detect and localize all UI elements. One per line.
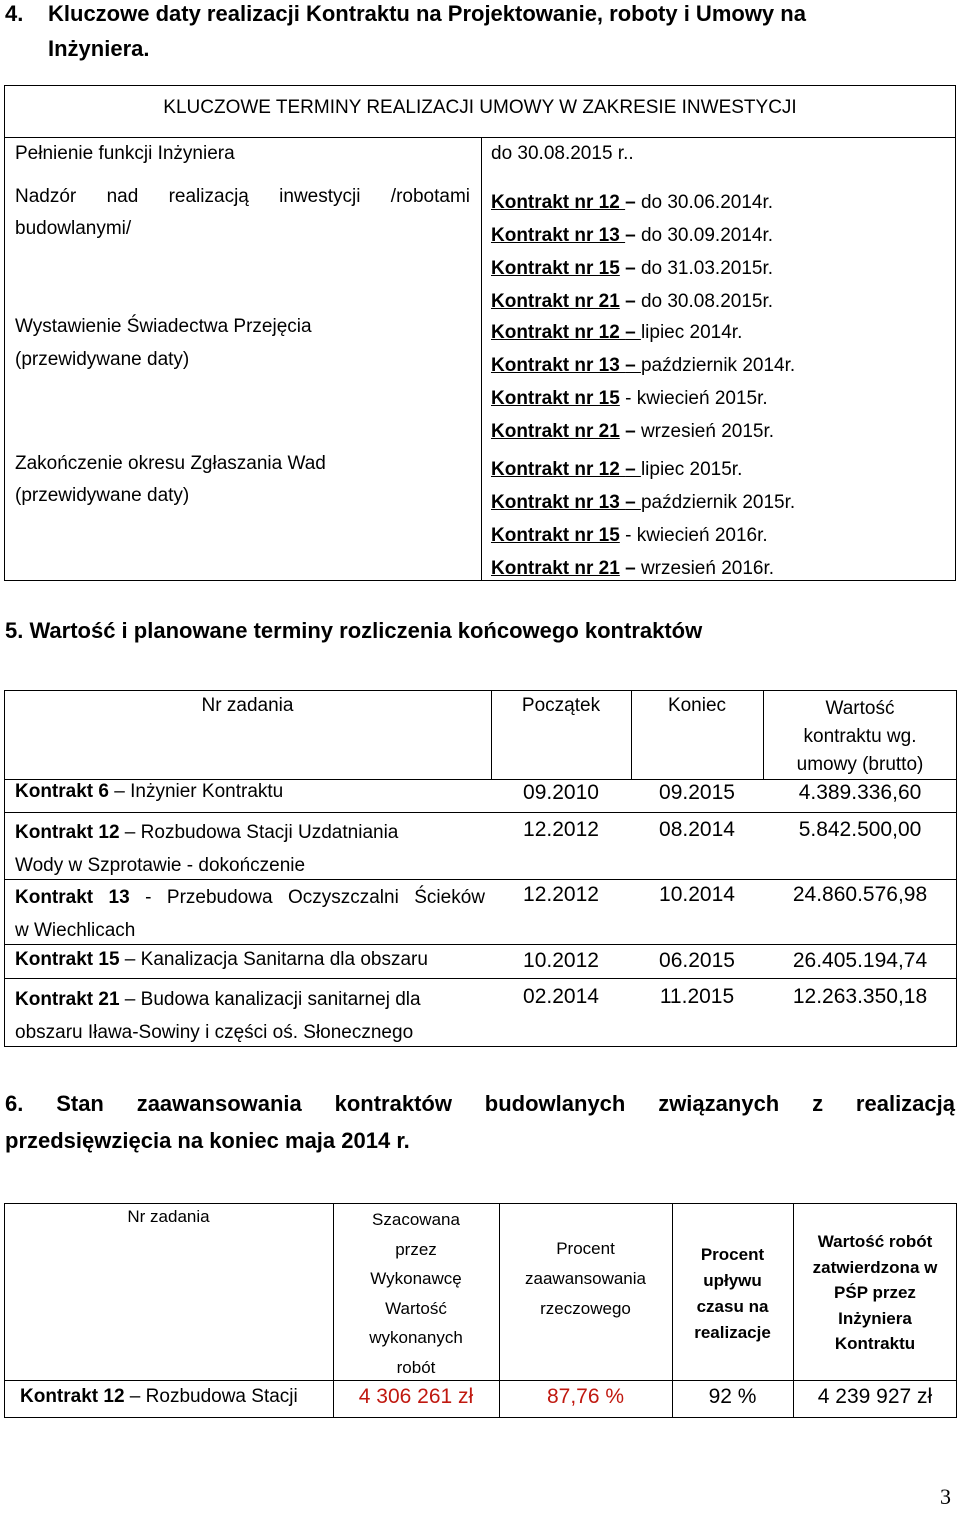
header-value-line: Wartość (825, 698, 895, 719)
row-supervision-label-1: Nadzór nad realizacją inwestycji /robotami (15, 186, 470, 207)
list-item: Kontrakt nr 13 – październik 2015r. (491, 492, 796, 513)
table-row: Kontrakt 21 – Budowa kanalizacji sanitarnej dla obszaru Iława-Sowiny i części oś. Słonecznego (15, 983, 421, 1049)
table-row: Kontrakt 15 – Kanalizacja Sanitarna dla obszaru (15, 949, 428, 970)
row-start: 12.2012 (523, 883, 599, 906)
row-start: 02.2014 (523, 985, 599, 1008)
list-item: Kontrakt nr 12 – lipiec 2015r. (491, 459, 743, 480)
header-line: Wartość robót (817, 1232, 933, 1251)
list-item: Kontrakt nr 21 – wrzesień 2016r. (491, 558, 775, 579)
header-estimated-value (333, 1205, 499, 1382)
header-nr-zadania: Nr zadania (127, 1207, 210, 1226)
header-line: robót (396, 1357, 436, 1377)
row-start: 09.2010 (523, 781, 599, 804)
list-item: Kontrakt nr 13 – do 30.09.2014r. (491, 225, 774, 246)
section6-title-line1: 6. Stan zaawansowania kontraktów budowlanych związanych z realizacją (5, 1091, 955, 1116)
row-value: 12.263.350,18 (792, 985, 928, 1008)
row-acceptance-label-1: Wystawienie Świadectwa Przejęcia (15, 316, 312, 337)
list-item: Kontrakt nr 13 – październik 2014r. (491, 355, 796, 376)
estimated-value-cell: 4 306 261 zł (358, 1385, 474, 1408)
header-line: Wykonawcę (370, 1269, 462, 1288)
row-start: 10.2012 (523, 949, 599, 972)
header-line: wykonanych (369, 1328, 463, 1347)
section4-title-line1: Kluczowe daty realizacji Kontraktu na Projektowanie, roboty i Umowy na (48, 1, 806, 26)
key-dates-header: KLUCZOWE TERMINY REALIZACJI UMOWY W ZAKRESIE INWESTYCJI (163, 97, 797, 118)
list-item: Kontrakt nr 21 – wrzesień 2015r. (491, 421, 775, 442)
row-acceptance-values (491, 316, 795, 448)
list-item: Kontrakt nr 12 – do 30.06.2014r. (491, 192, 774, 213)
header-progress-percent (499, 1234, 672, 1324)
row-value: 24.860.576,98 (792, 883, 928, 906)
row-supervision-values (491, 186, 773, 318)
header-start: Początek (521, 695, 601, 716)
page-number: 3 (940, 1484, 951, 1509)
header-line: Szacowana (372, 1210, 460, 1229)
approved-value-cell: 4 239 927 zł (817, 1385, 933, 1408)
table-row: Kontrakt 12 – Rozbudowa Stacji Uzdatniania Wody w Szprotawie - dokończenie (15, 816, 398, 882)
list-item: Kontrakt nr 15 - kwiecień 2015r. (491, 388, 768, 409)
section5-title: 5. Wartość i planowane terminy rozliczenia końcowego kontraktów (5, 618, 703, 643)
row-end: 09.2015 (659, 781, 735, 804)
row-value: 4.389.336,60 (798, 781, 922, 804)
section4-number: 4. (5, 1, 24, 26)
row-acceptance-label-2: (przewidywane daty) (15, 349, 190, 370)
header-line: PŚP przez (834, 1283, 916, 1302)
header-value-line: umowy (brutto) (796, 754, 924, 775)
header-nr-zadania: Nr zadania (201, 695, 294, 716)
row-end: 11.2015 (659, 985, 735, 1008)
header-line: Kontraktu (834, 1334, 916, 1353)
row-supervision-label-2: budowlanymi/ (15, 218, 132, 239)
progress-percent-cell: 87,76 % (546, 1385, 625, 1408)
row-start: 12.2012 (523, 818, 599, 841)
header-approved-value (793, 1229, 957, 1357)
section4-title-line2: Inżyniera. (48, 36, 150, 61)
row-end: 10.2014 (659, 883, 735, 906)
table-row: Kontrakt 13 - Przebudowa Oczyszczalni Ścieków w Wiechlicach (15, 881, 485, 947)
row-engineer-value: do 30.08.2015 r.. (491, 143, 634, 164)
row-line2: Wody w Szprotawie - dokończenie (15, 855, 306, 876)
header-line: realizacje (694, 1323, 771, 1342)
table-row: Kontrakt 12 – Rozbudowa Stacji (20, 1386, 298, 1407)
row-end: 08.2014 (659, 818, 735, 841)
header-line: Procent (556, 1239, 615, 1258)
header-line: Wartość (385, 1298, 447, 1318)
section6-title-line2: przedsięwzięcia na koniec maja 2014 r. (5, 1128, 410, 1153)
header-line: zatwierdzona w (812, 1257, 938, 1277)
list-item: Kontrakt nr 12 – lipiec 2014r. (491, 322, 743, 343)
row-value: 5.842.500,00 (798, 818, 922, 841)
row-line2: obszaru Iława-Sowiny i części oś. Słonecznego (15, 1022, 414, 1043)
row-defects-label-2: (przewidywane daty) (15, 485, 190, 506)
table-row: Kontrakt 6 – Inżynier Kontraktu (15, 781, 284, 802)
header-line: zaawansowania (525, 1269, 646, 1288)
list-item: Kontrakt nr 21 – do 30.08.2015r. (491, 291, 774, 312)
row-defects-values (491, 453, 795, 585)
header-line: przez (395, 1239, 437, 1259)
row-line2: w Wiechlicach (15, 920, 136, 941)
header-line: Procent (700, 1245, 765, 1264)
header-time-percent (672, 1242, 793, 1346)
time-percent-cell: 92 % (708, 1385, 757, 1408)
row-value: 26.405.194,74 (792, 949, 928, 972)
header-line: rzeczowego (540, 1299, 631, 1318)
header-line: Inżyniera (838, 1308, 912, 1328)
header-end: Koniec (667, 695, 727, 716)
header-line: upływu (703, 1271, 762, 1290)
list-item: Kontrakt nr 15 – do 31.03.2015r. (491, 258, 774, 279)
row-defects-label-1: Zakończenie okresu Zgłaszania Wad (15, 453, 326, 474)
list-item: Kontrakt nr 15 - kwiecień 2016r. (491, 525, 768, 546)
header-line: czasu na (696, 1297, 769, 1316)
row-end: 06.2015 (659, 949, 735, 972)
header-value (763, 695, 957, 779)
header-value-line: kontraktu wg. (803, 726, 917, 747)
row-engineer-label: Pełnienie funkcji Inżyniera (15, 143, 235, 164)
